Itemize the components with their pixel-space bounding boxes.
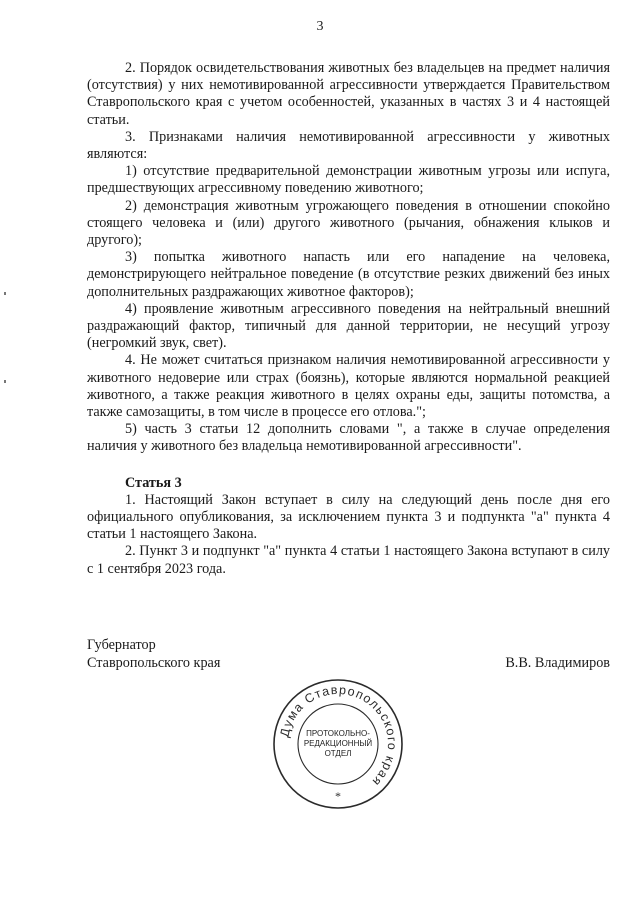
paragraph: 2. Порядок освидетельствования животных без владельцев на предмет наличия (отсутствия) у них немотивированной агрессивности утверждается Правительством Ставропольского края с учетом особенностей, указанных в частях 3 и 4 настоящей статьи. bbox=[87, 60, 610, 128]
list-item: 3) попытка животного напасть или его нападение на человека, демонстрирующего нейтральное поведение (в отсутствие резких движений без иных дополнительных раздражающих животное факторов); bbox=[87, 249, 610, 300]
signatory-region: Ставропольского края bbox=[87, 655, 221, 671]
list-item: 4) проявление животным агрессивного поведения на нейтральный внешний раздражающий фактор, типичный для данной территории, не несущий угрозу (негромкий звук, свет). bbox=[87, 300, 610, 352]
signatory-title: Губернатор bbox=[87, 637, 156, 653]
signatory-name: В.В. Владимиров bbox=[505, 655, 610, 671]
paragraph: 5) часть 3 статьи 12 дополнить словами ", а также в случае определения наличия у животного без владельца немотивированной агрессивности". bbox=[87, 421, 610, 455]
official-seal bbox=[270, 676, 406, 812]
article-paragraph: 2. Пункт 3 и подпункт "а" пункта 4 статьи 1 настоящего Закона вступают в силу с 1 сентября 2023 года. bbox=[87, 543, 610, 577]
signature-block bbox=[87, 636, 610, 672]
list-item: 1) отсутствие предварительной демонстрации животным угрозы или испуга, предшествующих агрессивному поведению животного; bbox=[87, 163, 610, 197]
seal-inner-line: РЕДАКЦИОННЫЙ bbox=[303, 739, 373, 748]
seal-inner-line: ПРОТОКОЛЬНО- bbox=[306, 729, 370, 738]
seal-star: * bbox=[335, 789, 341, 803]
scan-mark bbox=[4, 380, 6, 383]
document-body bbox=[87, 60, 610, 578]
page-number: 3 bbox=[316, 19, 324, 34]
paragraph: 4. Не может считаться признаком наличия немотивированной агрессивности у животного недоверие или страх (боязнь), которые являются нормальной реакцией животного, а также реакция животного в целях охраны еды, защиты потомства, а также самозащиты, в том числе в процессе его отлова."; bbox=[87, 352, 610, 421]
paragraph: 3. Признаками наличия немотивированной агрессивности у животных являются: bbox=[87, 128, 610, 163]
list-item: 2) демонстрация животным угрожающего поведения в отношении спокойно стоящего человека и (или) другого животного (рычания, обнажения клыков и другого); bbox=[87, 197, 610, 249]
seal-inner-line: ОТДЕЛ bbox=[324, 749, 352, 758]
article-paragraph: 1. Настоящий Закон вступает в силу на следующий день после дня его официального опубликования, за исключением пункта 3 и подпункта "а" пункта 4 статьи 1 настоящего Закона. bbox=[87, 491, 610, 543]
seal-ring-text: Дума Ставропольского края bbox=[277, 682, 400, 790]
article-heading: Статья 3 bbox=[125, 474, 182, 491]
scan-mark bbox=[4, 292, 6, 295]
